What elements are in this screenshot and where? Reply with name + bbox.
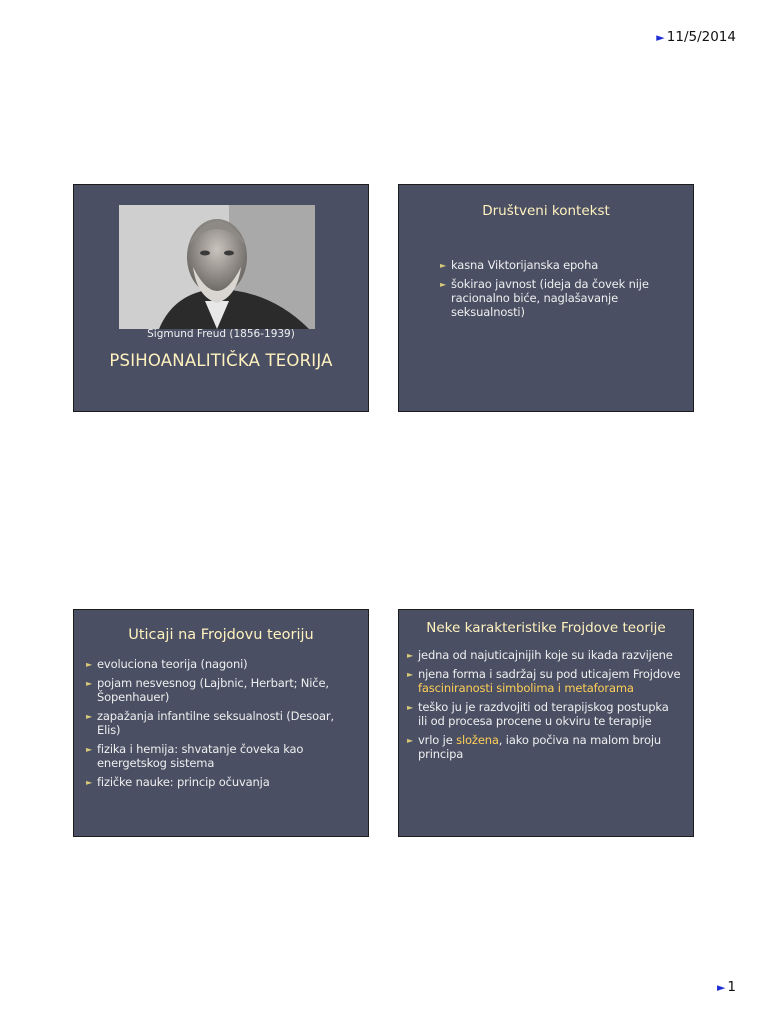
bullet-arrow-icon: ► <box>440 280 447 289</box>
arrow-marker-icon: ► <box>656 31 665 44</box>
list-item <box>407 667 681 695</box>
slide-4-karakteristike <box>398 609 694 837</box>
list-item <box>86 742 350 770</box>
handout-date <box>656 29 736 45</box>
bullet-text: fizičke nauke: princip očuvanja <box>97 775 270 789</box>
bullet-arrow-icon: ► <box>407 670 414 679</box>
list-item <box>86 676 350 704</box>
date-text: 11/5/2014 <box>666 29 736 45</box>
bullet-text: fizika i hemija: shvatanje čoveka kao energetskog sistema <box>97 742 304 770</box>
list-item <box>86 775 350 789</box>
bullet-arrow-icon: ► <box>407 703 414 712</box>
slide-4-bullet-list <box>407 648 681 761</box>
bullet-text: pojam nesvesnog (Lajbnic, Herbart; Niče, Šopenhauer) <box>97 676 329 704</box>
bullet-text: teško ju je razdvojiti od terapijskog postupka ili od procesa procene u okviru te terapije <box>418 700 669 728</box>
bullet-arrow-icon: ► <box>440 261 447 270</box>
list-item <box>407 700 681 728</box>
slide-3-uticaji <box>73 609 369 837</box>
bullet-text: evoluciona teorija (nagoni) <box>97 657 248 671</box>
bullet-text: vrlo je <box>418 733 457 747</box>
bullet-arrow-icon: ► <box>86 660 93 669</box>
slide-3-title: Uticaji na Frojdovu teoriju <box>128 627 314 643</box>
bullet-text: , iako počiva na malom broju principa <box>418 733 662 761</box>
bullet-text: njena forma i sadržaj su pod uticajem Frojdove <box>418 667 681 681</box>
bullet-text: zapažanja infantilne seksualnosti (Desoar, Elis) <box>97 709 334 737</box>
slide-2-bullet-list <box>440 258 673 319</box>
list-item <box>407 648 681 662</box>
highlighted-text: složena <box>456 733 499 747</box>
arrow-marker-icon: ► <box>716 981 726 994</box>
photo-caption: Sigmund Freud (1856-1939) <box>147 328 295 340</box>
bullet-arrow-icon: ► <box>86 745 93 754</box>
bullet-arrow-icon: ► <box>86 712 93 721</box>
slide-2-title: Društveni kontekst <box>482 203 610 219</box>
bullet-arrow-icon: ► <box>407 736 414 745</box>
list-item <box>407 733 681 761</box>
slide-1-heading: PSIHOANALITIČKA TEORIJA <box>109 351 333 370</box>
portrait-image <box>119 205 315 329</box>
page-number-text: 1 <box>727 979 736 995</box>
bullet-text: kasna Viktorijanska epoha <box>451 258 599 272</box>
slide-3-bullet-list <box>86 657 350 789</box>
highlighted-text: fasciniranosti simbolima i metaforama <box>418 681 634 695</box>
bullet-text: šokirao javnost (ideja da čovek nije racionalno biće, naglašavanje seksualnosti) <box>451 277 649 319</box>
bullet-arrow-icon: ► <box>407 651 414 660</box>
bullet-arrow-icon: ► <box>86 679 93 688</box>
bullet-text: jedna od najuticajnijih koje su ikada razvijene <box>418 648 673 662</box>
list-item <box>440 258 673 272</box>
bullet-arrow-icon: ► <box>86 778 93 787</box>
slide-2-drustveni-kontekst <box>398 184 694 412</box>
freud-portrait-photo <box>119 205 315 329</box>
list-item <box>86 657 350 671</box>
page-number <box>717 979 736 995</box>
list-item <box>86 709 350 737</box>
slide-4-title: Neke karakteristike Frojdove teorije <box>426 620 666 636</box>
list-item <box>440 277 673 319</box>
slide-1-title <box>73 184 369 412</box>
